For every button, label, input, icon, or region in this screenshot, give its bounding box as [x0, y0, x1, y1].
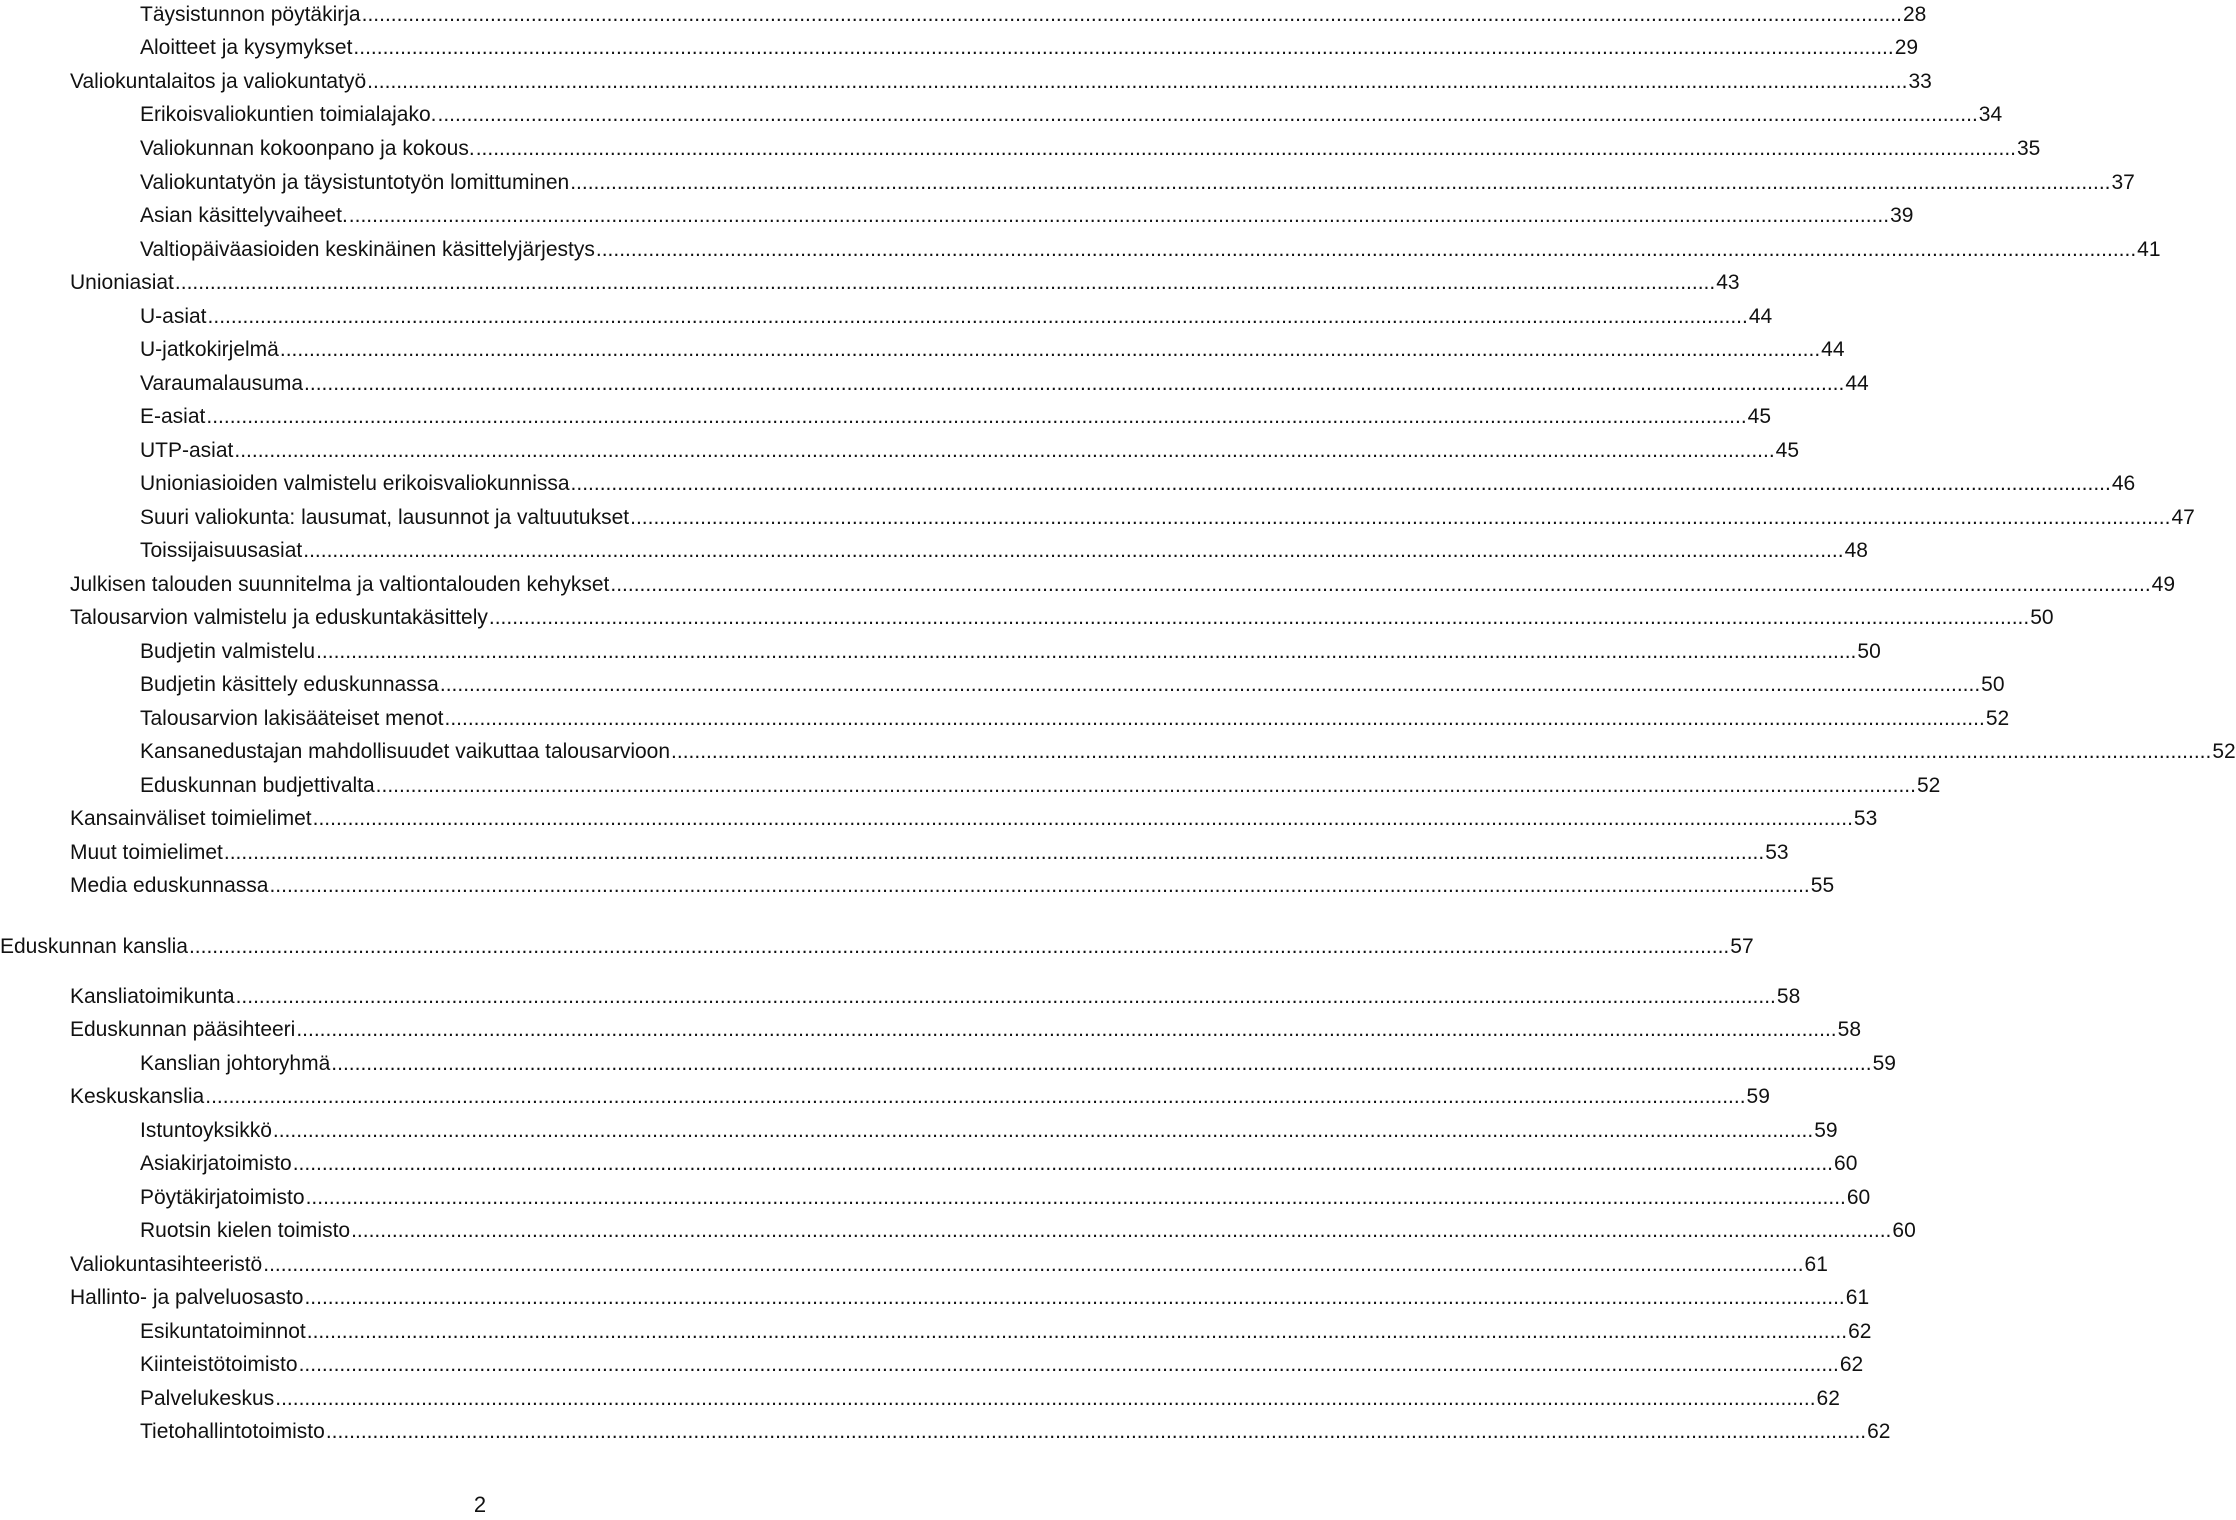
toc-dot-leader — [353, 33, 1893, 63]
toc-entry-page: 60 — [1834, 1152, 1858, 1175]
toc-entry-title: Tietohallintotoimisto — [140, 1420, 325, 1443]
toc-entry-title: Keskuskanslia — [70, 1085, 205, 1108]
toc-entry-title: Valiokuntasihteeristö — [70, 1253, 263, 1276]
toc-entry-title: Suuri valiokunta: lausumat, lausunnot ja valtuutukset — [140, 506, 630, 529]
toc-entry-title: Unioniasioiden valmistelu erikoisvaliokunnissa — [140, 472, 570, 495]
toc-entry-page: 50 — [2030, 606, 2054, 629]
toc-entry-page: 59 — [1814, 1119, 1838, 1142]
toc-entry[interactable] — [0, 1283, 1870, 1313]
toc-entry[interactable] — [0, 1250, 1828, 1280]
toc-dot-leader — [489, 603, 2029, 633]
toc-entry-page: 39 — [1890, 204, 1914, 227]
toc-entry[interactable] — [0, 1417, 1891, 1447]
toc-entry-title: Asiakirjatoimisto — [140, 1152, 292, 1175]
toc-entry[interactable] — [0, 838, 1789, 868]
toc-dot-leader — [206, 402, 1746, 432]
toc-entry-page: 55 — [1810, 874, 1835, 897]
toc-entry-title: U-jatkokirjelmä — [140, 338, 279, 361]
toc-entry[interactable] — [0, 536, 1868, 566]
toc-entry-title: Pöytäkirjatoimisto — [140, 1186, 305, 1209]
toc-entry-title: Erikoisvaliokuntien toimialajako. — [140, 103, 437, 126]
toc-entry-page: 58 — [1837, 1018, 1862, 1041]
toc-dot-leader — [349, 201, 1889, 231]
toc-entry[interactable] — [0, 932, 1754, 962]
toc-entry-title: Julkisen talouden suunnitelma ja valtiontalouden kehykset — [70, 573, 610, 596]
toc-entry-title: Valiokunnan kokoonpano ja kokous. — [140, 137, 475, 160]
toc-dot-leader — [275, 1384, 1815, 1414]
toc-entry[interactable] — [0, 1216, 1916, 1246]
toc-entry-title: Valiokuntatyön ja täysistuntotyön lomittuminen — [140, 171, 570, 194]
toc-entry-page: 59 — [1746, 1085, 1770, 1108]
toc-entry-title: Media eduskunnassa — [70, 874, 269, 897]
toc-entry[interactable] — [0, 1384, 1840, 1414]
toc-entry-page: 57 — [1730, 935, 1754, 958]
toc-entry-page: 44 — [1821, 338, 1845, 361]
toc-entry-page: 61 — [1845, 1286, 1870, 1309]
toc-dot-leader — [437, 100, 1977, 130]
toc-entry-title: Muut toimielimet — [70, 841, 223, 864]
toc-dot-leader — [269, 871, 1809, 901]
toc-dot-leader — [440, 670, 1980, 700]
toc-entry-page: 35 — [2017, 137, 2041, 160]
toc-entry[interactable] — [0, 335, 1845, 365]
toc-entry-title: Budjetin valmistelu — [140, 640, 316, 663]
toc-dot-leader — [313, 804, 1853, 834]
toc-dot-leader — [570, 168, 2110, 198]
toc-dot-leader — [273, 1116, 1813, 1146]
toc-entry[interactable] — [0, 134, 2041, 164]
toc-entry[interactable] — [0, 982, 1801, 1012]
toc-dot-leader — [304, 369, 1844, 399]
toc-entry-page: 48 — [1844, 539, 1868, 562]
toc-entry-title: Hallinto- ja palveluosasto — [70, 1286, 304, 1309]
toc-entry-title: Kiinteistötoimisto — [140, 1353, 298, 1376]
toc-entry[interactable] — [0, 1049, 1896, 1079]
page-number: 2 — [473, 1492, 487, 1517]
toc-entry[interactable] — [0, 67, 1932, 97]
toc-dot-leader — [296, 1015, 1836, 1045]
toc-entry[interactable] — [0, 1317, 1872, 1347]
toc-entry[interactable] — [0, 235, 2161, 265]
toc-entry[interactable] — [0, 804, 1878, 834]
toc-entry[interactable] — [0, 1082, 1770, 1112]
toc-entry-page: 62 — [1848, 1320, 1872, 1343]
toc-entry-page: 33 — [1908, 70, 1932, 93]
toc-entry[interactable] — [0, 603, 2054, 633]
toc-dot-leader — [307, 1317, 1847, 1347]
toc-entry-title: Eduskunnan budjettivalta — [140, 774, 375, 797]
toc-entry[interactable] — [0, 704, 2010, 734]
toc-entry-title: UTP-asiat — [140, 439, 234, 462]
toc-entry-page: 37 — [2111, 171, 2135, 194]
toc-entry-page: 60 — [1892, 1219, 1916, 1242]
toc-entry-page: 46 — [2111, 472, 2136, 495]
toc-entry[interactable] — [0, 302, 1773, 332]
toc-entry[interactable] — [0, 1183, 1871, 1213]
toc-entry[interactable] — [0, 1149, 1858, 1179]
toc-entry-page: 34 — [1978, 103, 2003, 126]
toc-dot-leader — [304, 1283, 1844, 1313]
toc-entry-title: Budjetin käsittely eduskunnassa — [140, 673, 439, 696]
toc-dot-leader — [299, 1350, 1839, 1380]
toc-entry-page: 41 — [2137, 238, 2161, 261]
toc-entry-page: 44 — [1748, 305, 1773, 328]
toc-entry[interactable] — [0, 503, 2195, 533]
toc-entry-title: Eduskunnan kanslia — [0, 935, 188, 958]
toc-dot-leader — [630, 503, 2170, 533]
toc-entry[interactable] — [0, 771, 1941, 801]
toc-entry-title: Kansanedustajan mahdollisuudet vaikuttaa talousarvioon — [140, 740, 671, 763]
toc-entry-page: 47 — [2171, 506, 2195, 529]
toc-entry-page: 43 — [1716, 271, 1740, 294]
toc-entry-page: 28 — [1902, 3, 1927, 26]
toc-dot-leader — [236, 982, 1776, 1012]
toc-entry-page: 52 — [1916, 774, 1941, 797]
toc-entry-title: Aloitteet ja kysymykset — [140, 36, 353, 59]
toc-entry-page: 45 — [1747, 405, 1772, 428]
toc-entry[interactable] — [0, 570, 2176, 600]
toc-entry-title: Kansliatoimikunta — [70, 985, 235, 1008]
toc-dot-leader — [234, 436, 1774, 466]
toc-entry-page: 52 — [1985, 707, 2010, 730]
toc-entry[interactable] — [0, 33, 1919, 63]
toc-dot-leader — [610, 570, 2150, 600]
toc-entry-title: Täysistunnon pöytäkirja — [140, 3, 361, 26]
toc-entry-page: 60 — [1846, 1186, 1871, 1209]
toc-dot-leader — [476, 134, 2016, 164]
toc-entry[interactable] — [0, 469, 2136, 499]
toc-dot-leader — [263, 1250, 1803, 1280]
toc-dot-leader — [571, 469, 2111, 499]
toc-entry-page: 49 — [2151, 573, 2176, 596]
toc-entry-title: Ruotsin kielen toimisto — [140, 1219, 351, 1242]
toc-entry-title: Valiokuntalaitos ja valiokuntatyö — [70, 70, 367, 93]
toc-entry-title: Valtiopäiväasioiden keskinäinen käsittelyjärjestys — [140, 238, 595, 261]
toc-entry-title: Asian käsittelyvaiheet. — [140, 204, 348, 227]
toc-dot-leader — [326, 1417, 1866, 1447]
toc-dot-leader — [376, 771, 1916, 801]
toc-entry-page: 50 — [1857, 640, 1881, 663]
toc-entry-page: 29 — [1894, 36, 1919, 59]
toc-entry-page: 44 — [1845, 372, 1869, 395]
toc-entry-title: Istuntoyksikkö — [140, 1119, 272, 1142]
toc-dot-leader — [280, 335, 1820, 365]
toc-entry[interactable] — [0, 637, 1881, 667]
toc-entry-title: Esikuntatoiminnot — [140, 1320, 306, 1343]
toc-entry-title: Talousarvion lakisääteiset menot — [140, 707, 444, 730]
toc-dot-leader — [596, 235, 2136, 265]
toc-entry-title: Unioniasiat — [70, 271, 174, 294]
toc-entry-title: Talousarvion valmistelu ja eduskuntakäsittely — [70, 606, 488, 629]
toc-entry-title: U-asiat — [140, 305, 207, 328]
toc-entry[interactable] — [0, 268, 1740, 298]
toc-entry[interactable] — [0, 402, 1772, 432]
toc-entry[interactable] — [0, 670, 2005, 700]
toc-entry-page: 59 — [1872, 1052, 1896, 1075]
toc-dot-leader — [205, 1082, 1745, 1112]
toc-entry-page: 53 — [1853, 807, 1878, 830]
toc-entry-title: Kansainväliset toimielimet — [70, 807, 312, 830]
toc-entry-page: 45 — [1775, 439, 1800, 462]
toc-entry-title: Toissijaisuusasiat — [140, 539, 303, 562]
toc-entry[interactable] — [0, 871, 1835, 901]
toc-entry[interactable] — [0, 1350, 1864, 1380]
toc-dot-leader — [351, 1216, 1891, 1246]
toc-entry-page: 58 — [1776, 985, 1801, 1008]
toc-entry-page: 50 — [1981, 673, 2005, 696]
toc-entry[interactable] — [0, 201, 1914, 231]
toc-dot-leader — [367, 67, 1907, 97]
toc-dot-leader — [175, 268, 1715, 298]
toc-dot-leader — [224, 838, 1764, 868]
toc-dot-leader — [362, 0, 1902, 30]
toc-entry-title: Eduskunnan pääsihteeri — [70, 1018, 296, 1041]
toc-entry[interactable] — [0, 1015, 1862, 1045]
toc-dot-leader — [306, 1183, 1846, 1213]
toc-entry-page: 53 — [1765, 841, 1789, 864]
toc-dot-leader — [293, 1149, 1833, 1179]
toc-entry-page: 61 — [1804, 1253, 1828, 1276]
toc-entry[interactable] — [0, 436, 1800, 466]
toc-entry-title: Kanslian johtoryhmä — [140, 1052, 331, 1075]
toc-dot-leader — [208, 302, 1748, 332]
toc-entry-page: 62 — [1816, 1387, 1840, 1410]
toc-entry-title: E-asiat — [140, 405, 206, 428]
toc-entry-title: Varaumalausuma — [140, 372, 304, 395]
toc-entry[interactable] — [0, 369, 1869, 399]
toc-entry-page: 52 — [2212, 740, 2236, 763]
toc-dot-leader — [189, 932, 1729, 962]
toc-entry[interactable] — [0, 737, 2236, 767]
toc-entry-page: 62 — [1839, 1353, 1864, 1376]
toc-entry[interactable] — [0, 0, 1927, 30]
toc-entry-title: Palvelukeskus — [140, 1387, 275, 1410]
toc-dot-leader — [316, 637, 1856, 667]
toc-entry-page: 62 — [1867, 1420, 1891, 1443]
toc-entry[interactable] — [0, 168, 2135, 198]
toc-dot-leader — [303, 536, 1843, 566]
toc-dot-leader — [331, 1049, 1871, 1079]
toc-dot-leader — [445, 704, 1985, 734]
toc-entry[interactable] — [0, 100, 2003, 130]
toc-dot-leader — [671, 737, 2211, 767]
toc-entry[interactable] — [0, 1116, 1838, 1146]
